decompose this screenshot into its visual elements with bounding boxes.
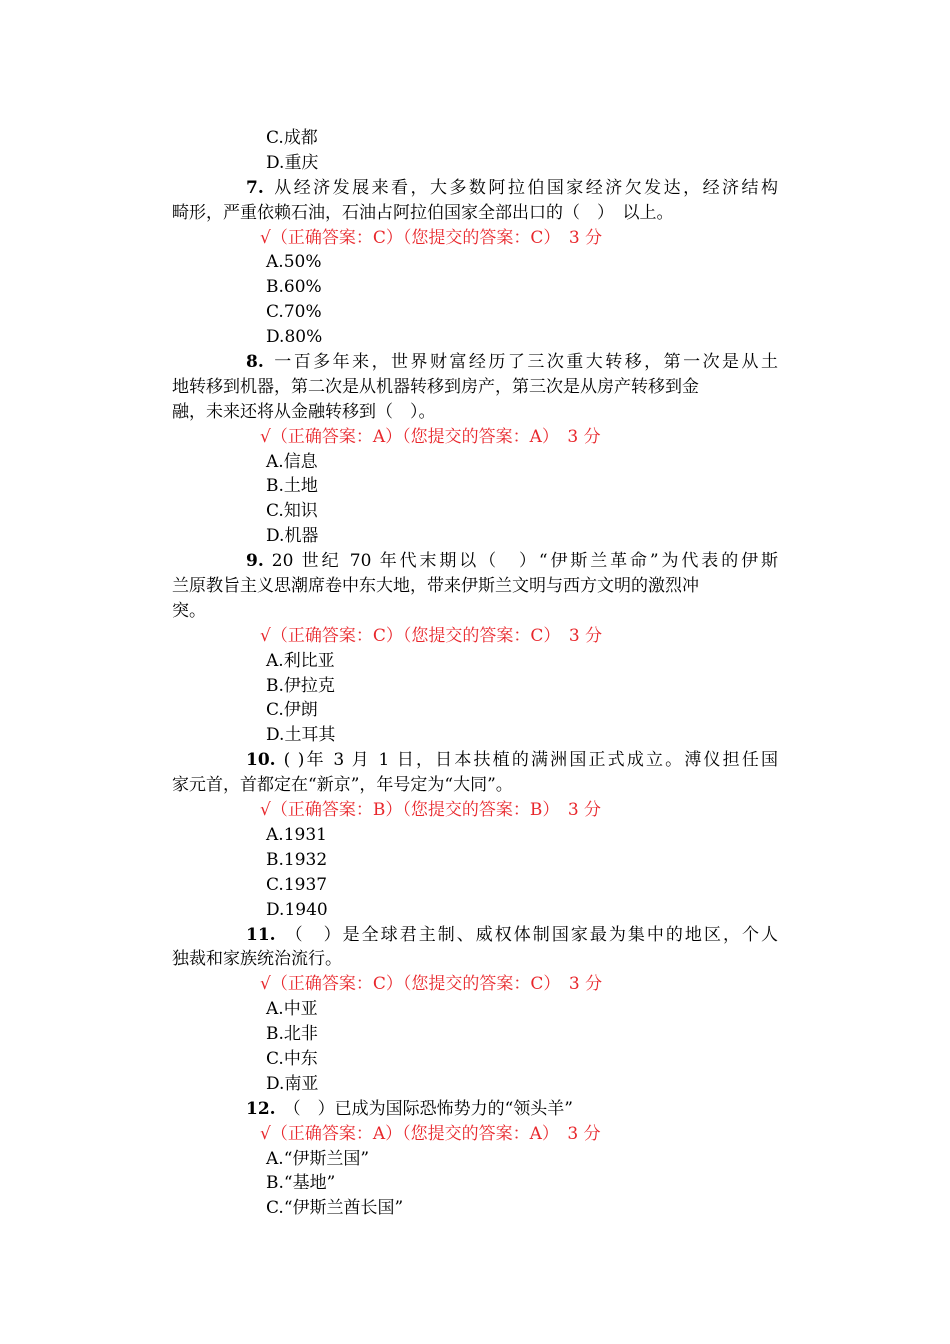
option-item: D.重庆 xyxy=(266,152,319,173)
question-text: 畸形，严重依赖石油，石油占阿拉伯国家全部出口的（ ） 以上。 xyxy=(172,202,674,223)
question-10 xyxy=(172,748,778,922)
option-item: A.1931 xyxy=(266,824,327,845)
option-item: C.70% xyxy=(266,302,322,323)
question-text: 8. 一百多年来，世界财富经历了三次重大转移，第一次是从土 xyxy=(246,352,778,373)
answer-result: √（正确答案：C）（您提交的答案：C） 3 分 xyxy=(260,974,603,995)
question-11 xyxy=(172,923,778,1097)
question-text: 家元首，首都定在“新京”，年号定为“大同”。 xyxy=(172,775,513,796)
option-item: C.知识 xyxy=(266,501,318,522)
option-item: B.土地 xyxy=(266,476,318,497)
question-text: 独裁和家族统治流行。 xyxy=(172,949,342,970)
question-text: 融，未来还将从金融转移到（ ）。 xyxy=(172,401,436,422)
question-number: 10. xyxy=(246,750,276,771)
answer-result: √（正确答案：C）（您提交的答案：C） 3 分 xyxy=(260,625,603,646)
question-number: 9. xyxy=(246,551,264,572)
question-9 xyxy=(172,549,778,748)
option-item: A.利比亚 xyxy=(266,650,335,671)
question-number: 7. xyxy=(246,177,264,198)
option-item: A.信息 xyxy=(266,451,318,472)
option-item: C.1937 xyxy=(266,874,328,895)
option-item: A.“伊斯兰国” xyxy=(266,1148,370,1169)
answer-result: √（正确答案：A）（您提交的答案：A） 3 分 xyxy=(260,426,601,447)
question-text: 地转移到机器，第二次是从机器转移到房产，第三次是从房产转移到金 xyxy=(172,376,699,397)
question-number: 11. xyxy=(246,924,276,945)
question-text: 突。 xyxy=(172,600,206,621)
option-item: D.南亚 xyxy=(266,1073,319,1094)
option-item: C.伊朗 xyxy=(266,700,318,721)
option-item: A.50% xyxy=(266,252,322,273)
question-text: 12. （ ）已成为国际恐怖势力的“领头羊” xyxy=(246,1098,573,1119)
answer-result: √（正确答案：B）（您提交的答案：B） 3 分 xyxy=(260,800,602,821)
option-item: B.60% xyxy=(266,277,322,298)
document-page xyxy=(172,126,778,1221)
option-item: D.机器 xyxy=(266,526,319,547)
option-item: C.“伊斯兰酋长国” xyxy=(266,1198,404,1219)
question-text: 7. 从经济发展来看，大多数阿拉伯国家经济欠发达，经济结构 xyxy=(246,177,778,198)
answer-result: √（正确答案：C）（您提交的答案：C） 3 分 xyxy=(260,227,603,248)
option-item: C.中东 xyxy=(266,1048,318,1069)
question-text: 兰原教旨主义思潮席卷中东大地，带来伊斯兰文明与西方文明的激烈冲 xyxy=(172,576,699,597)
answer-result: √（正确答案：A）（您提交的答案：A） 3 分 xyxy=(260,1123,601,1144)
option-item: D.土耳其 xyxy=(266,725,336,746)
question-text: 11. （ ）是全球君主制、威权体制国家最为集中的地区，个人 xyxy=(246,924,778,945)
question-8 xyxy=(172,350,778,549)
option-item: B.伊拉克 xyxy=(266,675,335,696)
option-item: B.北非 xyxy=(266,1024,318,1045)
option-item: C.成都 xyxy=(266,128,318,148)
option-item: D.80% xyxy=(266,327,323,348)
question-12 xyxy=(172,1097,778,1221)
option-item: A.中亚 xyxy=(266,999,318,1020)
question-text: 9. 20 世纪 70 年代末期以（ ）“伊斯兰革命”为代表的伊斯 xyxy=(246,551,778,572)
option-item: B.1932 xyxy=(266,849,328,870)
question-text: 10. ( )年 3 月 1 日，日本扶植的满洲国正式成立。溥仪担任国 xyxy=(246,750,778,771)
option-item: B.“基地” xyxy=(266,1173,336,1194)
question-number: 8. xyxy=(246,352,264,373)
question-7 xyxy=(172,176,778,350)
question-number: 12. xyxy=(246,1098,276,1119)
option-item: D.1940 xyxy=(266,899,328,920)
